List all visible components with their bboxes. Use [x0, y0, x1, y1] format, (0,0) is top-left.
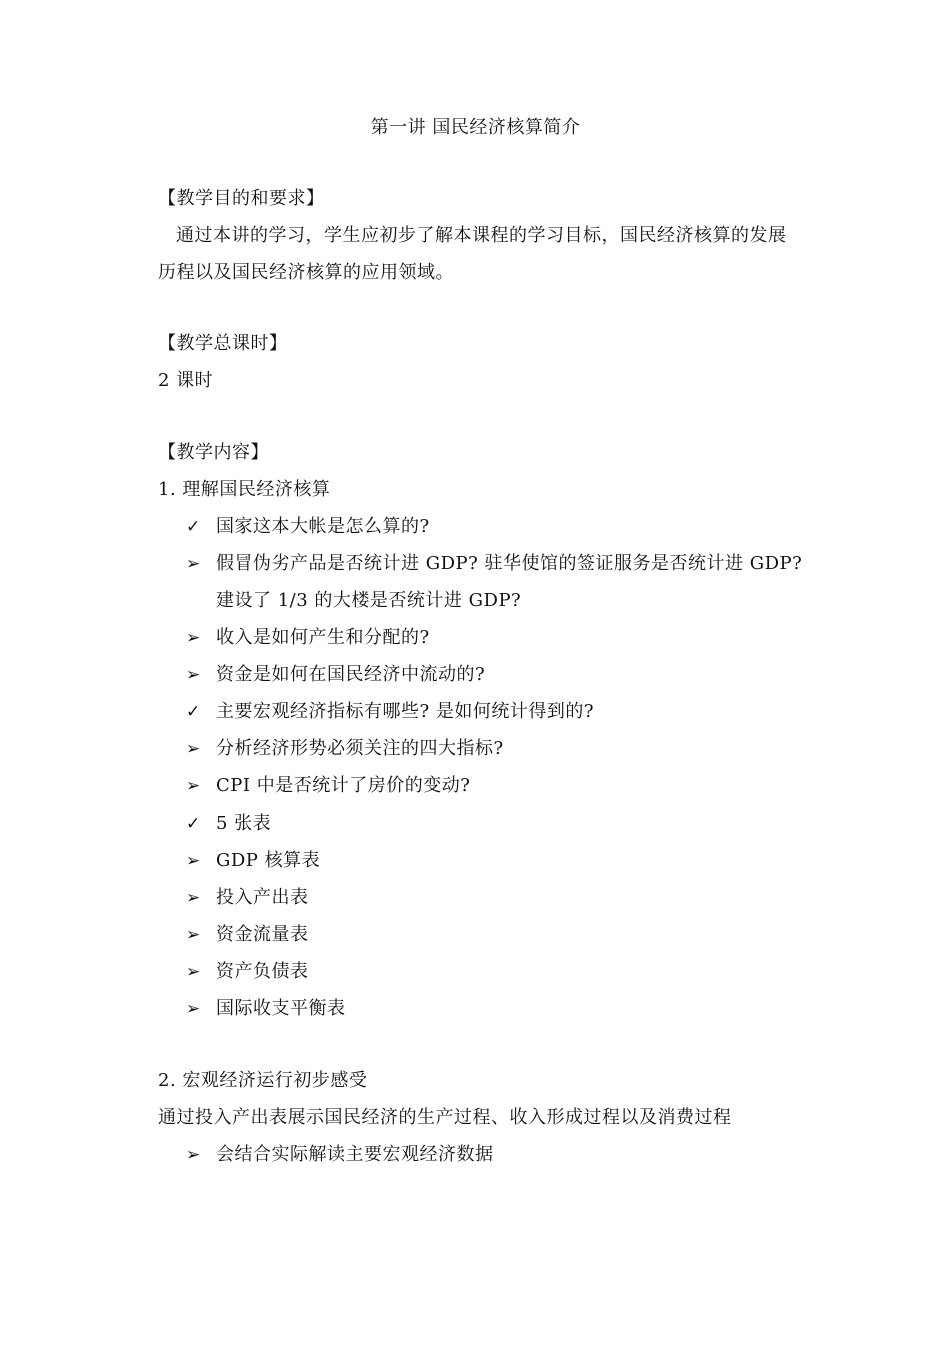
page-title: 第一讲 国民经济核算简介 — [370, 117, 581, 138]
list-item: ➢ 收入是如何产生和分配的? — [186, 627, 430, 648]
section-1-title: 1. 理解国民经济核算 — [158, 479, 331, 500]
section-2-title: 2. 宏观经济运行初步感受 — [158, 1070, 368, 1091]
list-item: ➢ 资产负债表 — [186, 961, 309, 982]
hours-heading: 【教学总课时】 — [158, 333, 288, 354]
list-item: ➢ 资金流量表 — [186, 924, 309, 945]
objectives-text-line-1: 通过本讲的学习，学生应初步了解本课程的学习目标，国民经济核算的发展 — [176, 225, 787, 246]
list-item: ✓ 主要宏观经济指标有哪些? 是如何统计得到的? — [186, 701, 595, 722]
list-item: ✓ 5 张表 — [186, 813, 272, 834]
list-item: ➢ 投入产出表 — [186, 887, 309, 908]
list-item: ➢ 国际收支平衡表 — [186, 998, 346, 1019]
objectives-text-line-2: 历程以及国民经济核算的应用领域。 — [158, 262, 454, 283]
arrow-bullet-icon: ➢ — [186, 628, 201, 648]
list-item: ➢ CPI 中是否统计了房价的变动? — [186, 775, 471, 796]
arrow-bullet-icon: ➢ — [186, 554, 201, 574]
arrow-bullet-icon: ➢ — [186, 851, 201, 871]
arrow-bullet-icon: ➢ — [186, 1145, 201, 1165]
arrow-bullet-icon: ➢ — [186, 962, 201, 982]
list-item: ➢ 假冒伪劣产品是否统计进 GDP? 驻华使馆的签证服务是否统计进 GDP? — [186, 553, 803, 574]
check-icon: ✓ — [186, 702, 201, 722]
objectives-heading: 【教学目的和要求】 — [158, 188, 325, 209]
list-item: ➢ 会结合实际解读主要宏观经济数据 — [186, 1144, 494, 1165]
list-item: ➢ 资金是如何在国民经济中流动的? — [186, 664, 486, 685]
hours-value: 2 课时 — [158, 370, 214, 391]
arrow-bullet-icon: ➢ — [186, 776, 201, 796]
section-2-text: 通过投入产出表展示国民经济的生产过程、收入形成过程以及消费过程 — [158, 1107, 732, 1128]
arrow-bullet-icon: ➢ — [186, 888, 201, 908]
arrow-bullet-icon: ➢ — [186, 925, 201, 945]
check-icon: ✓ — [186, 814, 201, 834]
list-item-continuation: 建设了 1/3 的大楼是否统计进 GDP? — [216, 590, 522, 611]
content-heading: 【教学内容】 — [158, 442, 269, 463]
list-item: ✓ 国家这本大帐是怎么算的? — [186, 516, 430, 537]
list-item: ➢ 分析经济形势必须关注的四大指标? — [186, 738, 504, 759]
arrow-bullet-icon: ➢ — [186, 739, 201, 759]
check-icon: ✓ — [186, 517, 201, 537]
arrow-bullet-icon: ➢ — [186, 999, 201, 1019]
list-item: ➢ GDP 核算表 — [186, 850, 321, 871]
arrow-bullet-icon: ➢ — [186, 665, 201, 685]
